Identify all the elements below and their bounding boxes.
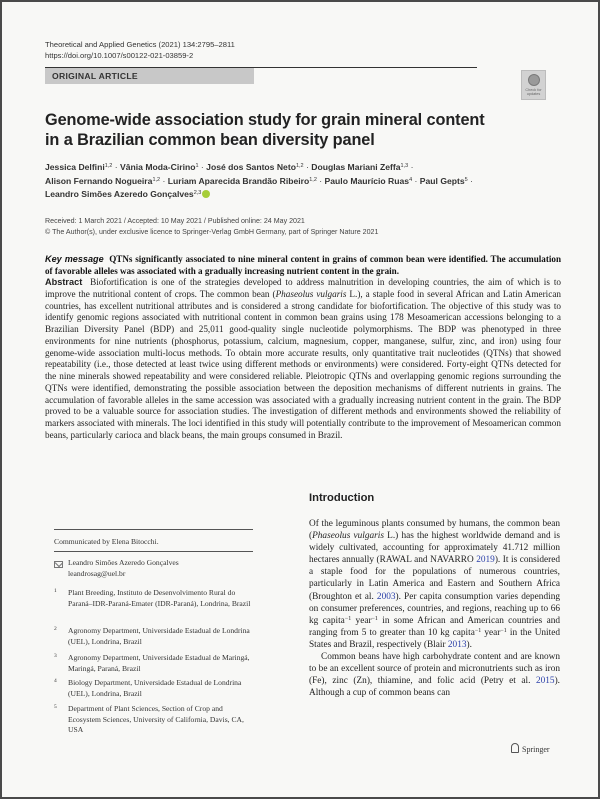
author-affiliation-ref: 1,2 <box>309 176 317 183</box>
footnote-rule-bottom <box>54 551 253 552</box>
affiliation-text: Plant Breeding, Instituto de Desenvolvimento Rural do Paraná–IDR-Paraná-Emater (IDR-Paraná), Londrina, Brazil <box>68 588 251 608</box>
author-affiliation-ref: 1,2 <box>104 163 113 169</box>
affiliation-text: Department of Plant Sciences, Section of Crop and Ecosystem Sciences, University of California, Davis, CA, USA <box>68 704 244 734</box>
author-name[interactable]: José dos Santos Neto <box>206 162 296 172</box>
superscript: −1 <box>474 627 482 634</box>
species-name: Phaseolus vulgaris <box>312 531 384 542</box>
citation-link[interactable]: 2019 <box>476 555 495 566</box>
corresponding-name: Leandro Simões Azeredo Gonçalves <box>68 558 179 567</box>
orcid-icon[interactable] <box>202 190 210 198</box>
key-message-text: QTNs significantly associated to nine mineral content in grains of common bean were identified. The accumulation of favorable alleles was associated with a gradually increasing nutrient content in the grain. <box>45 254 561 276</box>
affiliation-text: Agronomy Department, Universidade Estadual de Maringá, Maringá, Paraná, Brazil <box>68 653 250 673</box>
affiliation-number: 5 <box>54 704 57 710</box>
check-for-updates-text <box>522 88 545 96</box>
author-separator: · <box>112 162 121 172</box>
affiliation-4 <box>54 678 254 700</box>
author-affiliation-ref: 1 <box>195 163 199 169</box>
author-separator: · <box>198 162 207 172</box>
text-run: ). Per capita consumption varies depending on consumer preferences, countries, and regions, reaching up to 66 kg capita <box>309 591 560 626</box>
text-run: L.) has the highest worldwide demand and is widely cultivated, accounting for approximately 41.712 million hectares annually (RAWAL and NAVARRO <box>309 531 560 566</box>
citation-link[interactable]: 2015 <box>535 676 555 687</box>
communicated-by: Communicated by Elena Bitocchi. <box>54 537 159 546</box>
text-run: in some African and American countries and ranging from 5 to greater than 10 kg capita <box>309 615 560 638</box>
introduction-heading: Introduction <box>309 492 375 504</box>
text-run: year <box>481 627 501 638</box>
intro-paragraph-2 <box>309 651 560 699</box>
superscript: −1 <box>371 615 378 622</box>
key-message-label: Key message <box>45 254 104 264</box>
superscript: −1 <box>344 615 352 622</box>
text-run: Of the leguminous plants consumed by humans, the common bean ( <box>309 519 560 542</box>
article-title <box>45 110 485 150</box>
citation-link[interactable]: 2013 <box>447 639 467 650</box>
author-name[interactable]: Paul Gepts <box>419 175 465 186</box>
affiliation-3 <box>54 653 254 675</box>
author-affiliation-ref: 4 <box>409 176 413 183</box>
copyright-line: © The Author(s), under exclusive licence to Springer-Verlag GmbH Germany, part of Springer Nature 2021 <box>45 228 379 236</box>
abstract <box>45 277 561 442</box>
affiliation-1 <box>54 588 254 620</box>
text-run: year <box>351 615 372 626</box>
title-line-2: in a Brazilian common bean diversity panel <box>45 131 375 149</box>
affiliation-number: 4 <box>54 678 57 684</box>
author-separator: · <box>316 175 325 186</box>
footnote-rule-top <box>54 529 253 530</box>
affiliation-number: 1 <box>54 588 57 594</box>
author-name[interactable]: Douglas Mariani Zeffa <box>311 162 401 172</box>
journal-citation <box>45 39 235 61</box>
author-separator: · <box>408 162 414 172</box>
check-updates-line1: Check for <box>525 88 542 92</box>
article-dates <box>45 216 378 238</box>
author-name[interactable]: Paulo Maurício Ruas <box>324 175 410 186</box>
affiliation-2 <box>54 626 254 648</box>
author-name[interactable]: Vânia Moda-Cirino <box>120 162 196 172</box>
author-name[interactable]: Luriam Aparecida Brandão Ribeiro <box>167 175 310 186</box>
author-affiliation-ref: 1,3 <box>400 163 409 169</box>
citation-link[interactable]: 2003 <box>376 591 396 602</box>
abstract-text-b: L.), a staple food in several African and Latin American countries, has excellent nutritional attributes and is considered a strong candidate for biofortification. The objective of this study was to identify genomic regions associated with nutritional content in common bean grains using 178 Mesoamerican accessions belonging to a Brazilian Diversity Panel (BDP) and 25,011 good-quality single nucleotide polymorphisms. The BDP was phenotyped in three environments for nine nutrients (phosphorus, potassium, calcium, magnesium, copper, manganese, sulfur, zinc, and iron) using four genome-wide association multi-locus methods. To obtain more accurate results, only quantitative trait nucleotides (QTNs) that showed repeatability (i.e., those detected at least twice using different methods or environments) were considered. Forty-eight QTNs detected for the nine minerals showed repeatability and were considered reliable. Pleiotropic QTNs and overlapping genomic regions surrounding the QTNs were identified, demonstrating the possible association between the deposition mechanisms of different nutrients in grains. The accumulation of favorable alleles in the same accession was associated with a gradually increasing nutrient content in the grain. The BDP proved to be a valuable source for association studies. The investigation of different methods and environments showed the reliability of markers associated with minerals. The loci identified in this study will potentially contribute to the improvement of Mesoamerican common beans, particularly carioca and black beans, the main groups consumed in Brazil. <box>45 288 561 440</box>
springer-horse-icon <box>511 743 519 753</box>
corresponding-author <box>68 558 179 579</box>
introduction-body <box>309 518 560 699</box>
affiliation-5 <box>54 704 254 736</box>
author-name[interactable]: Jessica Delfini <box>45 162 105 172</box>
key-message <box>45 253 561 277</box>
author-name[interactable]: Leandro Simões Azeredo Gonçalves <box>45 189 194 200</box>
doi-link[interactable]: https://doi.org/10.1007/s00122-021-03859-2 <box>45 51 194 60</box>
title-line-1: Genome-wide association study for grain mineral content <box>45 111 485 129</box>
check-for-updates-badge[interactable] <box>521 70 546 100</box>
affiliation-number: 2 <box>54 626 57 632</box>
author-affiliation-ref: 2,3 <box>193 190 202 197</box>
affiliation-text: Biology Department, Universidade Estadual de Londrina (UEL), Londrina, Brazil <box>68 678 242 698</box>
journal-line: Theoretical and Applied Genetics (2021) 134:2795–2811 <box>45 40 235 49</box>
affiliation-number: 3 <box>54 653 57 659</box>
author-name[interactable]: Alison Fernando Nogueira <box>45 175 153 186</box>
publisher-name: Springer <box>522 745 550 754</box>
article-type-label: ORIGINAL ARTICLE <box>52 71 138 81</box>
text-run: ). It is considered a staple food for the populations of numerous countries, particularly in Latin America and Eastern and Southern Africa (Broughton et al. <box>309 555 560 602</box>
author-separator: · <box>160 175 168 186</box>
envelope-icon <box>54 561 63 568</box>
abstract-species: Phaseolus vulgaris <box>275 288 347 299</box>
author-list <box>45 160 565 201</box>
author-separator: · <box>303 162 312 172</box>
history-dates: Received: 1 March 2021 / Accepted: 10 May 2021 / Published online: 24 May 2021 <box>45 217 305 225</box>
text-run: ). Although a cup of common beans can <box>309 676 560 699</box>
check-updates-line2: updates <box>526 92 541 97</box>
publisher-logo <box>511 743 550 754</box>
author-affiliation-ref: 1,2 <box>295 163 304 169</box>
intro-paragraph-1 <box>309 518 560 651</box>
author-affiliation-ref: 5 <box>464 176 468 183</box>
text-run: in the United States and Brazil, respectively (Blair <box>309 627 560 650</box>
author-affiliation-ref: 1,2 <box>152 176 161 183</box>
corresponding-email[interactable]: leandrosag@uel.br <box>68 568 126 578</box>
author-separator: · <box>467 175 473 186</box>
text-run: Common beans have high carbohydrate content and are known to be an excellent source of protein and micronutrients such as iron (Fe), zinc (Zn), thiamine, and folic acid (Petry et al. <box>309 652 560 687</box>
superscript: −1 <box>500 627 507 634</box>
abstract-label: Abstract <box>45 277 83 287</box>
author-separator: · <box>412 175 420 186</box>
check-for-updates-icon <box>528 74 540 86</box>
text-run: ). <box>466 639 472 650</box>
affiliation-text: Agronomy Department, Universidade Estadual de Londrina (UEL), Londrina, Brazil <box>68 626 250 646</box>
abstract-text-a: Biofortification is one of the strategies developed to address malnutrition in developing countries, the aim of which is to improve the nutritional content of crops. The common bean ( <box>45 277 561 299</box>
pdf-page <box>2 2 598 797</box>
